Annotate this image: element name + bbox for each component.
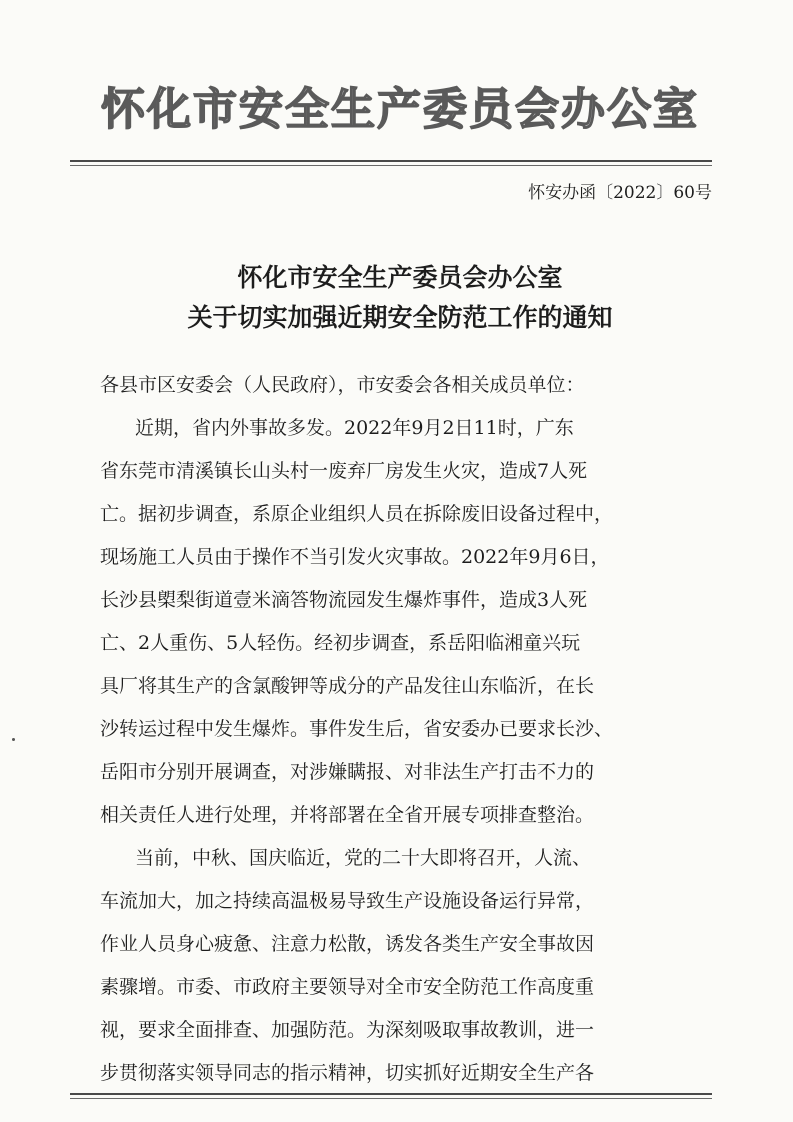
paragraph-1-line-1: 近期，省内外事故多发。2022年9月2日11时，广东 [135,417,574,439]
paragraph-1-line-10: 相关责任人进行处理，并将部署在全省开展专项排查整治。 [100,804,595,826]
paragraph-1-line-3: 亡。据初步调查，系原企业组织人员在拆除废旧设备过程中， [100,503,614,525]
paragraph-1-line-9: 岳阳市分别开展调查，对涉嫌瞒报、对非法生产打击不力的 [100,761,595,783]
paragraph-2-line-4: 素骤增。市委、市政府主要领导对全市安全防范工作高度重 [100,976,595,998]
paragraph-2-line-2: 车流加大，加之持续高温极易导致生产设施设备运行异常， [100,890,595,912]
footer-rule-top [70,1093,712,1095]
salutation: 各县市区安委会（人民政府），市安委会各相关成员单位： [100,374,585,396]
document-title-line-2: 关于切实加强近期安全防范工作的通知 [187,303,613,332]
paragraph-1-line-8: 沙转运过程中发生爆炸。事件发生后，省安委办已要求长沙、 [100,718,614,740]
paragraph-1-line-7: 具厂将其生产的含氯酸钾等成分的产品发往山东临沂，在长 [100,675,595,697]
scan-margin-mark [12,738,15,741]
paragraph-1-line-4: 现场施工人员由于操作不当引发火灾事故。2022年9月6日， [100,546,610,568]
document-number: 怀安办函〔2022〕60号 [528,183,712,203]
paragraph-2-line-3: 作业人员身心疲惫、注意力松散，诱发各类生产安全事故因 [100,933,595,955]
document-title-line-1: 怀化市安全生产委员会办公室 [237,263,563,292]
paragraph-2-line-1: 当前，中秋、国庆临近，党的二十大即将召开，人流、 [135,847,592,869]
letterhead-rule-bottom [70,165,712,166]
paragraph-1-line-2: 省东莞市清溪镇长山头村一废弃厂房发生火灾，造成7人死 [100,460,588,482]
paragraph-1-line-6: 亡、2人重伤、5人轻伤。经初步调查，系岳阳临湘童兴玩 [100,632,581,654]
paragraph-2-line-5: 视，要求全面排查、加强防范。为深刻吸取事故教训，进一 [100,1019,595,1041]
letterhead-org-name: 怀化市安全生产委员会办公室 [101,84,699,135]
paragraph-2-line-6: 步贯彻落实领导同志的指示精神，切实抓好近期安全生产各 [100,1062,595,1084]
letterhead-rule-top [70,160,712,162]
footer-rule-bottom [70,1098,712,1099]
paragraph-1-line-5: 长沙县㮾梨街道壹米滴答物流园发生爆炸事件，造成3人死 [100,589,588,611]
